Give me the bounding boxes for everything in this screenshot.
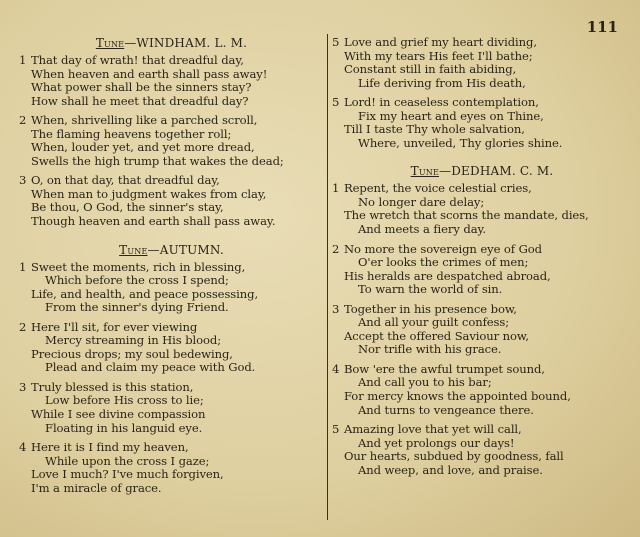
page-number: 111 <box>586 18 618 36</box>
hymn-verse: 1 Repent, the voice celestial cries, No longer dare delay; The wretch that scorns the mandate, dies, And meets a fiery day. <box>332 181 589 237</box>
hymn-verse: 5 Lord! in ceaseless contemplation, Fix my heart and eyes on Thine, Till I taste Thy whole salvation, Where, unveiled, Thy glories shine. <box>332 95 563 150</box>
tune-heading-autumn: Tune—AUTUMN. <box>119 242 224 257</box>
hymn-verse: 5 Amazing love that yet will call, And yet prolongs our days! Our hearts, subdued by goodness, fall And weep, and love, and praise. <box>332 422 564 477</box>
hymn-verse: 4 Here it is I find my heaven, While upon the cross I gaze; Love I much? I've much forgiven, I'm a miracle of grace. <box>19 440 224 495</box>
hymn-verse: 1 Sweet the moments, rich in blessing, Which before the cross I spend; Life, and health, and peace possessing, From the sinner's dying Friend. <box>19 259 259 315</box>
hymn-verse: 2 When, shrivelling like a parched scroll, The flaming heavens together roll; When, louder yet, and yet more dread, Swells the high trump that wakes the dead; <box>19 113 284 168</box>
right-column <box>332 36 632 483</box>
left-column <box>19 36 324 501</box>
tune-heading-windham: Tune—WINDHAM. L. M. <box>95 36 248 50</box>
hymn-verse: 5 Love and grief my heart dividing, With my tears His feet I'll bathe; Constant still in faith abiding, Life deriving from His death, <box>332 35 537 90</box>
tune-heading-dedham: Tune—DEDHAM. C. M. <box>410 164 554 179</box>
hymn-verse: 3 Together in his presence bow, And all your guilt confess; Accept the offered Saviour now, Nor trifle with his grace. <box>332 301 529 357</box>
column-divider <box>327 34 328 520</box>
hymn-verse: 3 O, on that day, that dreadful day, When man to judgment wakes from clay, Be thou, O God, the sinner's stay, Though heaven and earth shall pass away. <box>19 173 276 229</box>
hymn-verse: 4 Bow 'ere the awful trumpet sound, And call you to his bar; For mercy knows the appointed bound, And turns to vengeance there. <box>332 361 571 417</box>
hymn-verse: 3 Truly blessed is this station, Low before His cross to lie; While I see divine compassion Floating in his languid eye. <box>19 379 206 435</box>
hymn-verse: 2 No more the sovereign eye of God O'er looks the crimes of men; His heralds are despatched abroad, To warn the world of sin. <box>332 241 551 297</box>
hymn-verse: 1 That day of wrath! that dreadful day, When heaven and earth shall pass away! What power shall be the sinners stay? How shall he meet that dreadful day? <box>19 53 268 108</box>
hymn-verse: 2 Here I'll sit, for ever viewing Mercy streaming in His blood; Precious drops; my soul bedewing, Plead and claim my peace with God. <box>19 319 256 375</box>
